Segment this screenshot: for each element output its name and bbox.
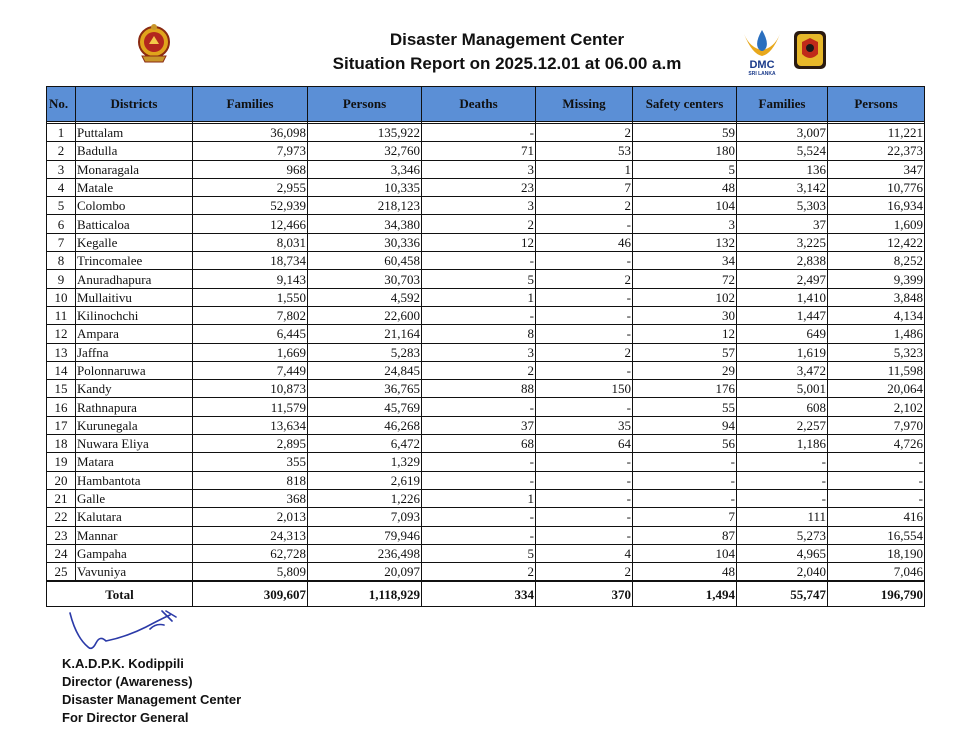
report-subtitle: Situation Report on 2025.12.01 at 06.00 a.m <box>332 54 682 73</box>
cell-center-families: 1,619 <box>737 343 828 361</box>
cell-center-persons: 11,221 <box>828 124 925 142</box>
col-header-districts: Districts <box>76 87 193 122</box>
col-header-no: No. <box>47 87 76 122</box>
cell-missing: - <box>536 288 633 306</box>
cell-families: 7,449 <box>193 361 308 379</box>
cell-district: Rathnapura <box>76 398 193 416</box>
shield-badge-icon <box>793 30 827 70</box>
cell-center-families: 4,965 <box>737 544 828 562</box>
cell-safety-centers: 176 <box>633 380 737 398</box>
cell-no: 20 <box>47 471 76 489</box>
report-header <box>300 28 714 76</box>
cell-missing: 2 <box>536 563 633 582</box>
cell-center-families: - <box>737 453 828 471</box>
cell-no: 3 <box>47 160 76 178</box>
cell-families: 13,634 <box>193 416 308 434</box>
cell-no: 5 <box>47 197 76 215</box>
total-families: 309,607 <box>193 581 308 607</box>
table-row <box>47 380 925 398</box>
cell-center-persons: 8,252 <box>828 252 925 270</box>
cell-deaths: 2 <box>422 361 536 379</box>
cell-persons: 1,329 <box>308 453 422 471</box>
table-row <box>47 563 925 582</box>
cell-missing: - <box>536 215 633 233</box>
cell-families: 10,873 <box>193 380 308 398</box>
cell-no: 13 <box>47 343 76 361</box>
cell-district: Kurunegala <box>76 416 193 434</box>
cell-persons: 218,123 <box>308 197 422 215</box>
cell-no: 12 <box>47 325 76 343</box>
cell-families: 2,895 <box>193 435 308 453</box>
cell-center-families: - <box>737 471 828 489</box>
cell-persons: 6,472 <box>308 435 422 453</box>
cell-center-persons: - <box>828 471 925 489</box>
cell-persons: 36,765 <box>308 380 422 398</box>
table-row <box>47 306 925 324</box>
cell-no: 19 <box>47 453 76 471</box>
cell-district: Jaffna <box>76 343 193 361</box>
cell-deaths: 88 <box>422 380 536 398</box>
cell-persons: 5,283 <box>308 343 422 361</box>
cell-persons: 1,226 <box>308 489 422 507</box>
table-row <box>47 526 925 544</box>
cell-deaths: - <box>422 508 536 526</box>
table-row <box>47 435 925 453</box>
cell-deaths: - <box>422 306 536 324</box>
cell-district: Kalutara <box>76 508 193 526</box>
table-row <box>47 178 925 196</box>
cell-district: Monaragala <box>76 160 193 178</box>
cell-deaths: 1 <box>422 288 536 306</box>
cell-center-persons: 16,934 <box>828 197 925 215</box>
cell-families: 6,445 <box>193 325 308 343</box>
cell-deaths: - <box>422 526 536 544</box>
cell-persons: 30,336 <box>308 233 422 251</box>
cell-families: 24,313 <box>193 526 308 544</box>
cell-deaths: - <box>422 124 536 142</box>
cell-center-families: 1,186 <box>737 435 828 453</box>
cell-safety-centers: 29 <box>633 361 737 379</box>
total-center-persons: 196,790 <box>828 581 925 607</box>
cell-families: 1,550 <box>193 288 308 306</box>
cell-district: Hambantota <box>76 471 193 489</box>
cell-district: Vavuniya <box>76 563 193 582</box>
report-title: Disaster Management Center <box>389 30 625 49</box>
cell-families: 9,143 <box>193 270 308 288</box>
cell-deaths: 37 <box>422 416 536 434</box>
signatory-organization: Disaster Management Center <box>62 692 242 707</box>
cell-deaths: 2 <box>422 215 536 233</box>
cell-persons: 2,619 <box>308 471 422 489</box>
cell-district: Matara <box>76 453 193 471</box>
cell-center-families: - <box>737 489 828 507</box>
cell-center-families: 3,142 <box>737 178 828 196</box>
cell-missing: 150 <box>536 380 633 398</box>
cell-families: 36,098 <box>193 124 308 142</box>
cell-center-families: 1,447 <box>737 306 828 324</box>
signatory-block <box>62 655 241 727</box>
cell-no: 18 <box>47 435 76 453</box>
table-row <box>47 343 925 361</box>
cell-district: Ampara <box>76 325 193 343</box>
cell-center-persons: 4,726 <box>828 435 925 453</box>
cell-families: 368 <box>193 489 308 507</box>
situation-report-table <box>46 86 925 607</box>
cell-safety-centers: 59 <box>633 124 737 142</box>
col-header-affected-persons: Persons <box>308 87 422 122</box>
cell-persons: 34,380 <box>308 215 422 233</box>
cell-center-families: 2,497 <box>737 270 828 288</box>
cell-persons: 20,097 <box>308 563 422 582</box>
cell-no: 15 <box>47 380 76 398</box>
cell-center-families: 136 <box>737 160 828 178</box>
cell-district: Mullaitivu <box>76 288 193 306</box>
cell-families: 7,802 <box>193 306 308 324</box>
cell-district: Kilinochchi <box>76 306 193 324</box>
cell-no: 21 <box>47 489 76 507</box>
cell-persons: 21,164 <box>308 325 422 343</box>
table-row <box>47 160 925 178</box>
cell-deaths: 5 <box>422 270 536 288</box>
cell-center-persons: 5,323 <box>828 343 925 361</box>
cell-no: 2 <box>47 142 76 160</box>
cell-missing: - <box>536 526 633 544</box>
cell-families: 62,728 <box>193 544 308 562</box>
cell-center-families: 5,001 <box>737 380 828 398</box>
cell-deaths: 5 <box>422 544 536 562</box>
cell-no: 4 <box>47 178 76 196</box>
signatory-name: K.A.D.P.K. Kodippili <box>62 656 184 671</box>
cell-center-families: 3,007 <box>737 124 828 142</box>
col-header-safety-centers: Safety centers <box>633 87 737 122</box>
cell-no: 7 <box>47 233 76 251</box>
cell-no: 17 <box>47 416 76 434</box>
cell-persons: 45,769 <box>308 398 422 416</box>
cell-no: 11 <box>47 306 76 324</box>
table-row <box>47 124 925 142</box>
total-missing: 370 <box>536 581 633 607</box>
sri-lanka-emblem-icon <box>132 22 176 68</box>
cell-no: 9 <box>47 270 76 288</box>
cell-center-families: 2,838 <box>737 252 828 270</box>
cell-missing: - <box>536 361 633 379</box>
table-row <box>47 142 925 160</box>
total-persons: 1,118,929 <box>308 581 422 607</box>
cell-center-families: 5,524 <box>737 142 828 160</box>
cell-center-families: 2,040 <box>737 563 828 582</box>
cell-families: 818 <box>193 471 308 489</box>
table-header-row <box>47 87 925 122</box>
signature-icon <box>66 607 186 661</box>
cell-center-persons: - <box>828 453 925 471</box>
cell-deaths: 1 <box>422 489 536 507</box>
cell-safety-centers: 48 <box>633 563 737 582</box>
cell-no: 25 <box>47 563 76 582</box>
cell-center-persons: 9,399 <box>828 270 925 288</box>
cell-families: 18,734 <box>193 252 308 270</box>
cell-persons: 4,592 <box>308 288 422 306</box>
cell-safety-centers: 34 <box>633 252 737 270</box>
cell-missing: 2 <box>536 124 633 142</box>
cell-safety-centers: 30 <box>633 306 737 324</box>
cell-missing: - <box>536 508 633 526</box>
cell-district: Galle <box>76 489 193 507</box>
cell-district: Matale <box>76 178 193 196</box>
cell-persons: 7,093 <box>308 508 422 526</box>
cell-center-persons: 20,064 <box>828 380 925 398</box>
cell-center-families: 608 <box>737 398 828 416</box>
cell-missing: 2 <box>536 197 633 215</box>
cell-deaths: 68 <box>422 435 536 453</box>
cell-families: 2,013 <box>193 508 308 526</box>
cell-families: 12,466 <box>193 215 308 233</box>
cell-district: Kandy <box>76 380 193 398</box>
table-row <box>47 398 925 416</box>
cell-district: Trincomalee <box>76 252 193 270</box>
cell-center-families: 2,257 <box>737 416 828 434</box>
cell-deaths: 3 <box>422 160 536 178</box>
table-row <box>47 288 925 306</box>
cell-safety-centers: 48 <box>633 178 737 196</box>
total-safety-centers: 1,494 <box>633 581 737 607</box>
col-header-deaths: Deaths <box>422 87 536 122</box>
cell-center-persons: 16,554 <box>828 526 925 544</box>
cell-center-persons: 7,970 <box>828 416 925 434</box>
col-header-center-persons: Persons <box>828 87 925 122</box>
cell-district: Batticaloa <box>76 215 193 233</box>
total-row <box>47 581 925 607</box>
table-row <box>47 489 925 507</box>
cell-center-persons: 347 <box>828 160 925 178</box>
cell-missing: - <box>536 453 633 471</box>
cell-safety-centers: 87 <box>633 526 737 544</box>
dmc-logo-subtext: SRI LANKA <box>748 71 776 76</box>
cell-deaths: 3 <box>422 197 536 215</box>
table-row <box>47 361 925 379</box>
cell-persons: 46,268 <box>308 416 422 434</box>
cell-center-persons: 1,486 <box>828 325 925 343</box>
cell-persons: 79,946 <box>308 526 422 544</box>
cell-deaths: 12 <box>422 233 536 251</box>
cell-missing: 64 <box>536 435 633 453</box>
cell-center-persons: 18,190 <box>828 544 925 562</box>
cell-persons: 135,922 <box>308 124 422 142</box>
cell-safety-centers: 7 <box>633 508 737 526</box>
cell-deaths: 2 <box>422 563 536 582</box>
cell-missing: 1 <box>536 160 633 178</box>
cell-no: 10 <box>47 288 76 306</box>
cell-families: 355 <box>193 453 308 471</box>
cell-missing: 7 <box>536 178 633 196</box>
cell-center-families: 1,410 <box>737 288 828 306</box>
cell-center-families: 5,303 <box>737 197 828 215</box>
table-row <box>47 544 925 562</box>
cell-safety-centers: 132 <box>633 233 737 251</box>
cell-deaths: 8 <box>422 325 536 343</box>
cell-safety-centers: 56 <box>633 435 737 453</box>
cell-district: Kegalle <box>76 233 193 251</box>
cell-missing: 46 <box>536 233 633 251</box>
cell-persons: 24,845 <box>308 361 422 379</box>
cell-no: 8 <box>47 252 76 270</box>
cell-district: Gampaha <box>76 544 193 562</box>
cell-deaths: 71 <box>422 142 536 160</box>
cell-center-families: 3,225 <box>737 233 828 251</box>
cell-district: Colombo <box>76 197 193 215</box>
cell-safety-centers: - <box>633 453 737 471</box>
dmc-logo-text: DMC <box>749 59 775 71</box>
cell-deaths: 3 <box>422 343 536 361</box>
cell-missing: 2 <box>536 343 633 361</box>
dmc-logo-icon <box>736 24 788 76</box>
cell-safety-centers: 94 <box>633 416 737 434</box>
cell-safety-centers: 12 <box>633 325 737 343</box>
cell-deaths: - <box>422 471 536 489</box>
table-row <box>47 270 925 288</box>
col-header-center-families: Families <box>737 87 828 122</box>
cell-families: 5,809 <box>193 563 308 582</box>
cell-safety-centers: 5 <box>633 160 737 178</box>
cell-missing: 35 <box>536 416 633 434</box>
table-row <box>47 471 925 489</box>
cell-missing: 4 <box>536 544 633 562</box>
table-row <box>47 325 925 343</box>
cell-safety-centers: 102 <box>633 288 737 306</box>
cell-no: 23 <box>47 526 76 544</box>
cell-missing: - <box>536 471 633 489</box>
cell-safety-centers: - <box>633 489 737 507</box>
cell-deaths: 23 <box>422 178 536 196</box>
cell-center-persons: 1,609 <box>828 215 925 233</box>
table-row <box>47 233 925 251</box>
table-row <box>47 215 925 233</box>
cell-center-persons: 12,422 <box>828 233 925 251</box>
cell-safety-centers: - <box>633 471 737 489</box>
cell-deaths: - <box>422 398 536 416</box>
col-header-affected-families: Families <box>193 87 308 122</box>
cell-missing: - <box>536 306 633 324</box>
cell-no: 14 <box>47 361 76 379</box>
cell-no: 1 <box>47 124 76 142</box>
signatory-on-behalf: For Director General <box>62 710 189 725</box>
cell-families: 968 <box>193 160 308 178</box>
cell-safety-centers: 55 <box>633 398 737 416</box>
cell-center-persons: 7,046 <box>828 563 925 582</box>
cell-persons: 3,346 <box>308 160 422 178</box>
cell-center-families: 5,273 <box>737 526 828 544</box>
cell-families: 1,669 <box>193 343 308 361</box>
cell-center-families: 111 <box>737 508 828 526</box>
table-row <box>47 416 925 434</box>
cell-district: Nuwara Eliya <box>76 435 193 453</box>
cell-safety-centers: 104 <box>633 197 737 215</box>
cell-families: 7,973 <box>193 142 308 160</box>
cell-district: Puttalam <box>76 124 193 142</box>
cell-missing: - <box>536 325 633 343</box>
cell-families: 2,955 <box>193 178 308 196</box>
cell-center-persons: - <box>828 489 925 507</box>
cell-missing: - <box>536 398 633 416</box>
cell-safety-centers: 3 <box>633 215 737 233</box>
cell-center-persons: 3,848 <box>828 288 925 306</box>
cell-district: Mannar <box>76 526 193 544</box>
cell-center-persons: 4,134 <box>828 306 925 324</box>
cell-families: 52,939 <box>193 197 308 215</box>
cell-deaths: - <box>422 453 536 471</box>
cell-missing: 2 <box>536 270 633 288</box>
signatory-position: Director (Awareness) <box>62 674 193 689</box>
cell-missing: - <box>536 252 633 270</box>
table-row <box>47 197 925 215</box>
cell-no: 22 <box>47 508 76 526</box>
cell-persons: 60,458 <box>308 252 422 270</box>
col-header-missing: Missing <box>536 87 633 122</box>
cell-safety-centers: 72 <box>633 270 737 288</box>
cell-families: 8,031 <box>193 233 308 251</box>
table-row <box>47 508 925 526</box>
cell-persons: 10,335 <box>308 178 422 196</box>
cell-center-persons: 2,102 <box>828 398 925 416</box>
cell-center-persons: 11,598 <box>828 361 925 379</box>
cell-no: 6 <box>47 215 76 233</box>
cell-persons: 236,498 <box>308 544 422 562</box>
total-label: Total <box>47 581 193 607</box>
cell-missing: 53 <box>536 142 633 160</box>
cell-safety-centers: 104 <box>633 544 737 562</box>
cell-safety-centers: 57 <box>633 343 737 361</box>
total-center-families: 55,747 <box>737 581 828 607</box>
cell-center-families: 649 <box>737 325 828 343</box>
cell-missing: - <box>536 489 633 507</box>
cell-center-persons: 416 <box>828 508 925 526</box>
cell-persons: 22,600 <box>308 306 422 324</box>
cell-center-families: 3,472 <box>737 361 828 379</box>
cell-persons: 32,760 <box>308 142 422 160</box>
cell-district: Polonnaruwa <box>76 361 193 379</box>
cell-center-families: 37 <box>737 215 828 233</box>
cell-district: Anuradhapura <box>76 270 193 288</box>
cell-deaths: - <box>422 252 536 270</box>
cell-families: 11,579 <box>193 398 308 416</box>
cell-district: Badulla <box>76 142 193 160</box>
cell-center-persons: 22,373 <box>828 142 925 160</box>
table-row <box>47 453 925 471</box>
total-deaths: 334 <box>422 581 536 607</box>
cell-center-persons: 10,776 <box>828 178 925 196</box>
table-row <box>47 252 925 270</box>
cell-safety-centers: 180 <box>633 142 737 160</box>
cell-no: 16 <box>47 398 76 416</box>
cell-persons: 30,703 <box>308 270 422 288</box>
cell-no: 24 <box>47 544 76 562</box>
